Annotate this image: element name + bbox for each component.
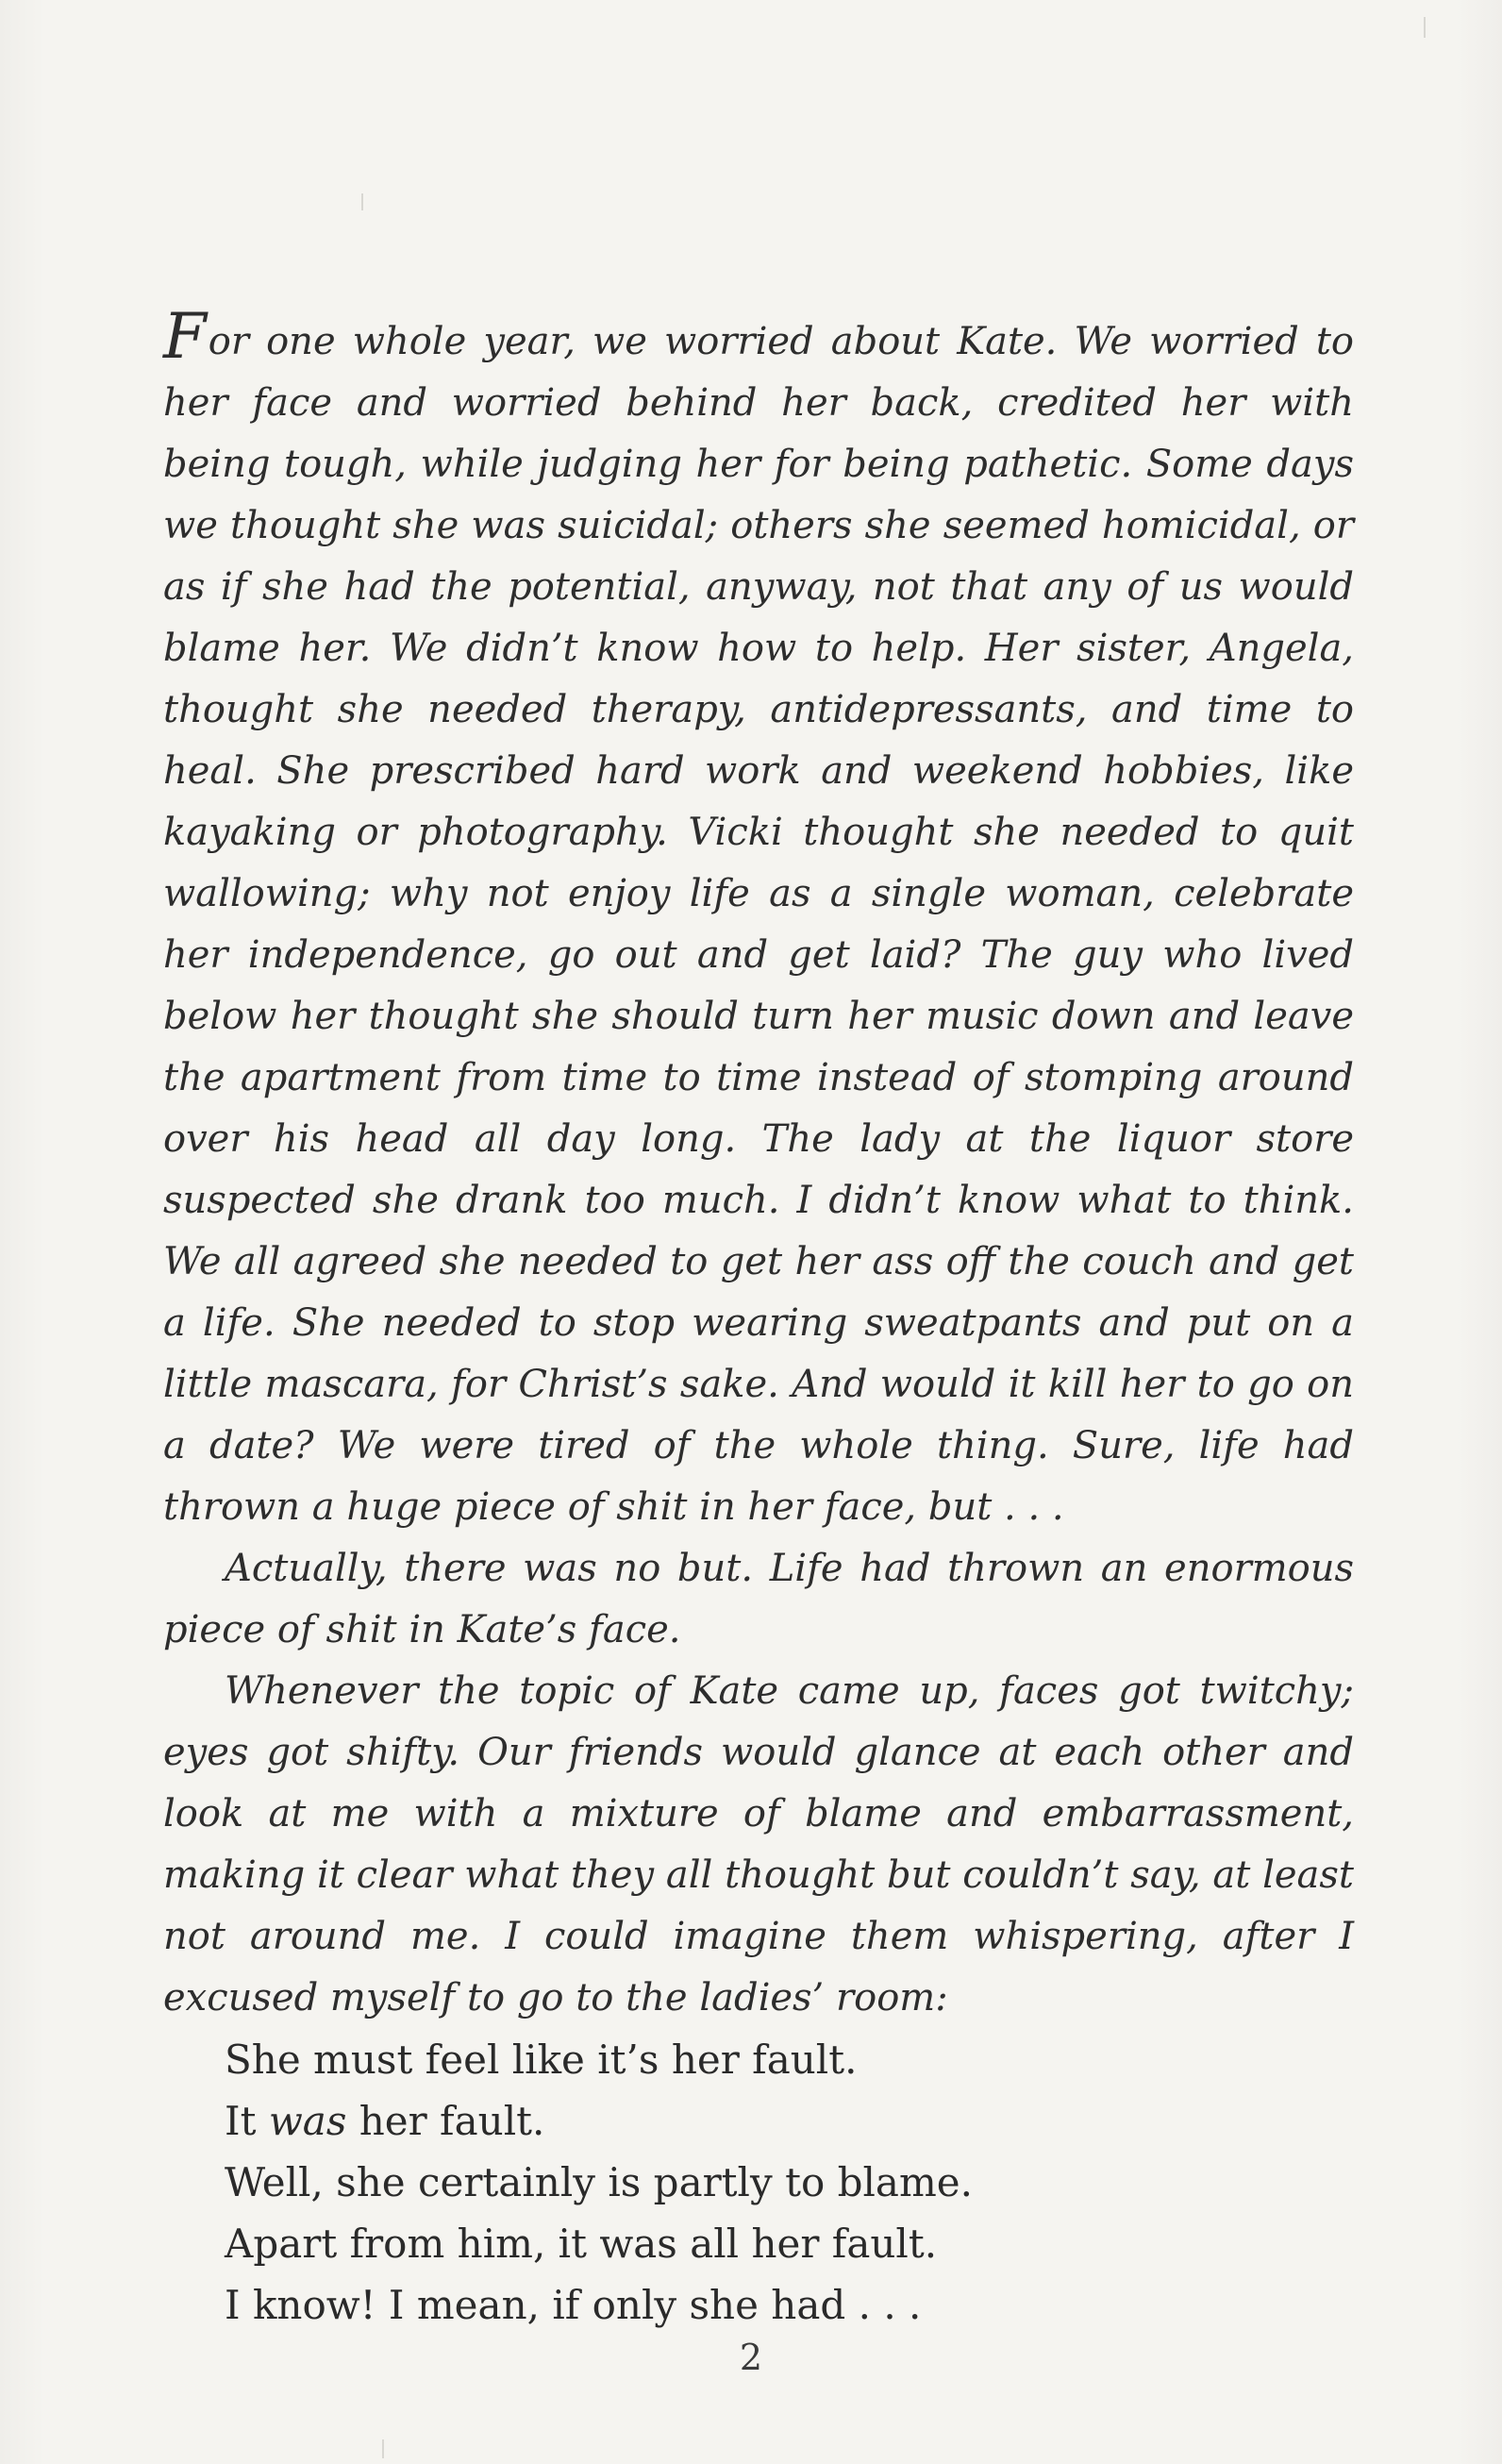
scan-artifact-bottom (382, 2439, 384, 2458)
dialogue-line (163, 2090, 1354, 2152)
paragraph-opening (163, 300, 1354, 1538)
dialogue-line: I know! I mean, if only she had . . . (225, 2282, 922, 2328)
emphasized-word: was (268, 2098, 347, 2144)
paragraph: Actually, there was no but. Life had thrown an enormous piece of shit in Kate’s face. (163, 1547, 1354, 1651)
drop-cap: F (163, 300, 207, 373)
scan-artifact-mid (361, 193, 363, 210)
chapter-text (163, 300, 1354, 2336)
scan-artifact-top (1424, 17, 1426, 38)
paragraph-text: or one whole year, we worried about Kate. We worried to her face and worried behind her back, credited her with being tough, while judging her for being pathetic. Some days we thought she was suicidal; others she seemed homicidal, or as if she had the potential, anyway, not that any of us would blame her. We didn’t know how to help. Her sister, Angela, thought she needed therapy, antidepressants, and time to heal. She prescribed hard work and weekend hobbies, like kayaking or photography. Vicki thought she needed to quit wallowing; why not enjoy life as a single woman, celebrate her independence, go out and get laid? The guy who lived below her thought she should turn her music down and leave the apartment from time to time instead of stomping around over his head all day long. The lady at the liquor store suspected she drank too much. I didn’t know what to think. We all agreed she needed to get her ass off the couch and get a life. She needed to stop wearing sweatpants and put on a little mascara, for Christ’s sake. And would it kill her to go on a date? We were tired of the whole thing. Sure, life had thrown a huge piece of shit in her face, but . . . (163, 320, 1354, 1529)
page-number: 2 (739, 2337, 763, 2378)
dialogue-text: It (225, 2098, 269, 2144)
dialogue-line: Well, she certainly is partly to blame. (225, 2159, 973, 2205)
dialogue-text: her fault. (346, 2098, 545, 2144)
dialogue-line: She must feel like it’s her fault. (225, 2037, 858, 2083)
paragraph: Whenever the topic of Kate came up, faces got twitchy; eyes got shifty. Our friends would glance at each other and look at me with a mixture of blame and embarrassment, making it clear what they all thought but couldn’t say, at least not around me. I could imagine them whispering, after I excused myself to go to the ladies’ room: (163, 1669, 1354, 2020)
dialogue-line: Apart from him, it was all her fault. (225, 2221, 938, 2267)
